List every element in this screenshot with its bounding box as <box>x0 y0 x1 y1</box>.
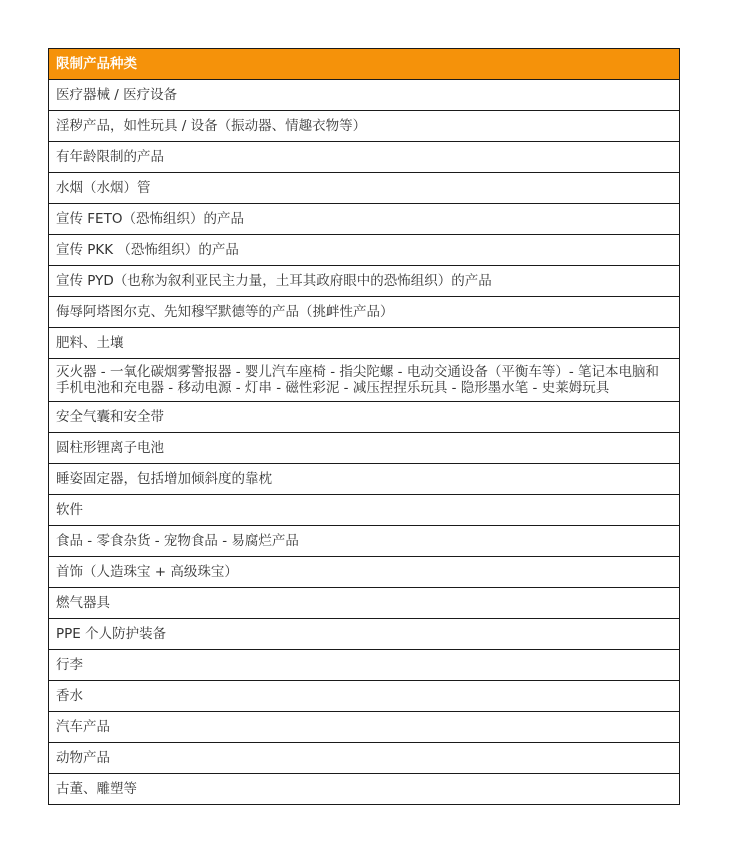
table-row <box>49 111 680 142</box>
table-cell: 首饰（人造珠宝 + 高级珠宝） <box>49 557 680 588</box>
table-row <box>49 402 680 433</box>
table-row <box>49 681 680 712</box>
table-cell: 宣传 PYD（也称为叙利亚民主力量，土耳其政府眼中的恐怖组织）的产品 <box>49 266 680 297</box>
table-cell: 食品 - 零食杂货 - 宠物食品 - 易腐烂产品 <box>49 526 680 557</box>
table-row <box>49 173 680 204</box>
table-row <box>49 464 680 495</box>
table-cell: 软件 <box>49 495 680 526</box>
table-row <box>49 712 680 743</box>
table-cell: 淫秽产品，如性玩具 / 设备（振动器、情趣衣物等） <box>49 111 680 142</box>
table-row <box>49 743 680 774</box>
restricted-products-table <box>48 48 680 805</box>
table-cell: 行李 <box>49 650 680 681</box>
table-row <box>49 142 680 173</box>
table-cell: PPE 个人防护装备 <box>49 619 680 650</box>
table-cell: 汽车产品 <box>49 712 680 743</box>
table-cell: 睡姿固定器，包括增加倾斜度的靠枕 <box>49 464 680 495</box>
table-row <box>49 235 680 266</box>
table-row <box>49 526 680 557</box>
table-row <box>49 328 680 359</box>
table-row <box>49 266 680 297</box>
table-row <box>49 588 680 619</box>
table-cell: 水烟（水烟）管 <box>49 173 680 204</box>
table-row <box>49 433 680 464</box>
table-cell: 肥料、土壤 <box>49 328 680 359</box>
table-row <box>49 80 680 111</box>
table-row <box>49 495 680 526</box>
table-cell: 动物产品 <box>49 743 680 774</box>
table-header-cell: 限制产品种类 <box>49 49 680 80</box>
table-row <box>49 204 680 235</box>
table-cell: 香水 <box>49 681 680 712</box>
table-cell: 医疗器械 / 医疗设备 <box>49 80 680 111</box>
table-cell: 宣传 PKK （恐怖组织）的产品 <box>49 235 680 266</box>
table-row <box>49 557 680 588</box>
table-cell: 宣传 FETO（恐怖组织）的产品 <box>49 204 680 235</box>
table-cell: 安全气囊和安全带 <box>49 402 680 433</box>
table-cell: 侮辱阿塔图尔克、先知穆罕默德等的产品（挑衅性产品） <box>49 297 680 328</box>
table-row <box>49 619 680 650</box>
table-cell: 圆柱形锂离子电池 <box>49 433 680 464</box>
table-cell: 灭火器 - 一氧化碳烟雾警报器 - 婴儿汽车座椅 - 指尖陀螺 - 电动交通设备（平衡车等）- 笔记本电脑和手机电池和充电器 - 移动电源 - 灯串 - 磁性彩泥 - 减压捏捏乐玩具 - 隐形墨水笔 - 史莱姆玩具 <box>49 359 680 402</box>
table-header-row <box>49 49 680 80</box>
table-row <box>49 774 680 805</box>
table-cell: 有年龄限制的产品 <box>49 142 680 173</box>
table-row <box>49 359 680 402</box>
table-cell: 古董、雕塑等 <box>49 774 680 805</box>
table-row <box>49 650 680 681</box>
table-cell: 燃气器具 <box>49 588 680 619</box>
table-row <box>49 297 680 328</box>
